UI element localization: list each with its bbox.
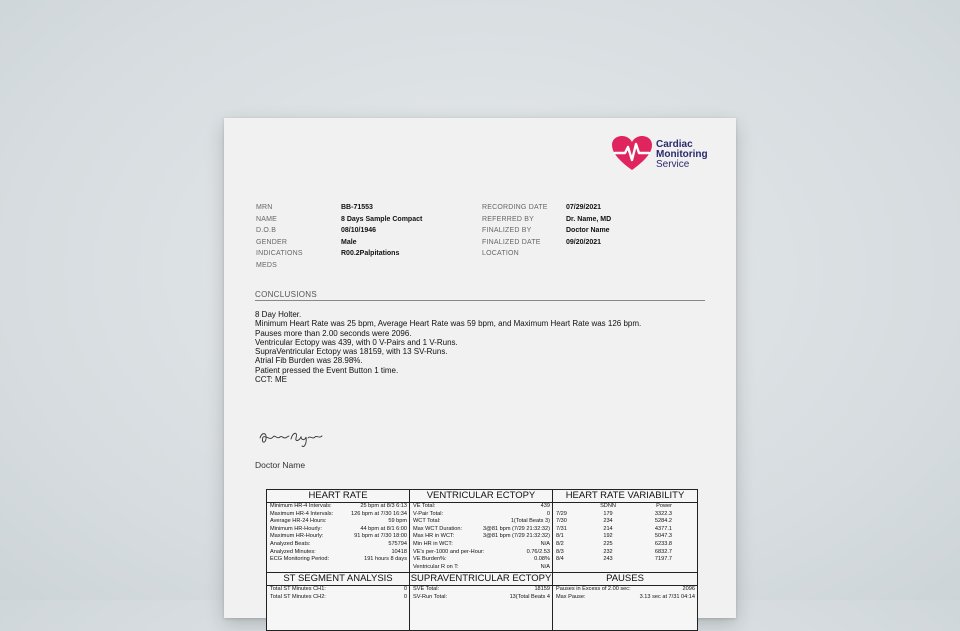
stat-row [410,526,552,534]
hrv-row [553,549,697,557]
info-value: Dr. Name, MD [566,215,612,223]
info-label: FINALIZED BY [482,227,532,234]
info-row-gender [256,237,422,249]
info-value: 07/29/2021 [566,204,602,211]
stat-row [267,526,409,534]
hrv-row [553,526,697,534]
hrv-row [553,511,697,519]
hrv-date: 8/1 [556,533,564,540]
stat-row [267,518,409,526]
pauses-title: PAUSES [553,573,697,586]
stat-row [410,594,552,602]
stat-row [553,586,697,594]
info-value: 8 Days Sample Compact [341,215,423,223]
patient-info-left [256,202,422,271]
info-label: RECORDING DATE [482,204,548,211]
info-value: 09/20/2021 [566,238,602,246]
hrv-power: 6233.8 [654,540,672,547]
hrv-power: 5284.2 [654,518,672,525]
stat-label: Maximum HR-4 Intervals: [270,510,334,517]
supraventricular-ectopy-title: SUPRAVENTRICULAR ECTOPY [410,573,552,584]
ventricular-ectopy-title: VENTRICULAR ECTOPY [410,490,552,503]
conclusions-divider [255,300,705,301]
stat-label: Minimum HR-Hourly: [270,525,322,532]
info-row-finalized-by [482,225,611,237]
hrv-row [553,533,697,541]
heart-rate-section [267,490,410,572]
info-row-finalized-date [482,237,611,249]
stat-value: 3.13 sec at 7/31 04:14 [639,593,695,600]
hrv-title: HEART RATE VARIABILITY [553,490,697,503]
info-label: MRN [256,204,273,211]
stat-value: 10418 [391,548,407,555]
hrv-header-row [553,503,697,511]
stat-value: N/A [540,563,550,570]
stat-label: Analyzed Minutes: [270,548,316,555]
stat-value: 0.76/2.53 [526,548,550,555]
stat-value: 3@81 bpm (7/29 21:32:32) [483,533,550,540]
stat-label: Max Pause: [556,593,586,600]
stat-row [553,594,697,602]
hrv-date: 7/30 [556,518,567,525]
conclusion-line: CCT: ME [255,375,287,385]
stat-row [410,503,552,511]
conclusion-line: 8 Day Holter. [255,310,302,319]
report-page [224,118,736,618]
info-label: REFERRED BY [482,215,534,223]
logo-line-1: Cardiac [656,139,693,150]
stat-row [267,586,409,594]
hrv-sdnn: 234 [603,518,613,525]
info-row-recording-date [482,202,611,214]
stat-value: 3@81 bpm (7/29 21:32:32) [483,525,550,532]
hrv-header: SDNN [600,503,616,509]
stat-value: 18159 [534,586,550,592]
hrv-sdnn: 232 [603,548,613,555]
stat-value: 91 bpm at 7/30 18:00 [354,533,407,540]
hrv-power: 3322.3 [654,510,672,517]
patient-info-right [482,202,611,260]
hrv-date: 8/2 [556,540,564,547]
stat-value: 1(Total Beats 3) [510,518,550,525]
stats-table [266,489,698,631]
conclusion-line: Patient pressed the Event Button 1 time. [255,365,399,375]
conclusion-line: Minimum Heart Rate was 25 bpm, Average Heart Rate was 59 bpm, and Maximum Heart Rate was 126 bpm. [255,319,642,329]
info-row-meds [256,260,422,272]
hrv-date: 8/4 [556,556,564,563]
stat-label: Ventricular R on T: [413,563,459,570]
stat-row [267,511,409,519]
hrv-section [553,490,697,572]
cardiac-monitoring-logo [612,136,722,176]
stat-label: SVE Total: [413,586,440,592]
info-label: NAME [256,215,278,223]
info-row-name [256,214,422,226]
stat-value: 191 hours 8 days [364,556,407,563]
stat-value: 44 bpm at 8/1 6:00 [360,525,407,532]
stat-value: 0.08% [534,556,550,563]
stat-label: Analyzed Beats: [270,540,311,547]
conclusions-title: CONCLUSIONS [255,290,317,299]
logo-line-3: Service [656,159,690,170]
stat-label: WCT Total: [413,518,441,525]
stat-value: 25 bpm at 8/3 6:13 [360,503,407,509]
info-row-dob [256,225,422,237]
hrv-date: 7/31 [556,525,567,532]
stat-value: N/A [540,540,550,547]
hrv-header [556,503,588,511]
stat-label: VE Total: [413,503,436,509]
info-value: Male [341,238,357,246]
hrv-sdnn: 243 [603,556,613,563]
stat-row [267,503,409,511]
stat-label: SV-Run Total: [413,593,448,600]
info-row-indications [256,248,422,260]
conclusion-line: Pauses more than 2.00 seconds were 2096. [255,328,412,338]
stat-row [267,541,409,549]
info-value: 08/10/1946 [341,227,377,234]
stat-row [410,541,552,549]
st-segment-title: ST SEGMENT ANALYSIS [267,573,409,586]
stat-label: Minimum HR-4 Intervals: [270,503,332,509]
info-label: MEDS [256,261,278,269]
stat-value: 439 [540,503,550,509]
hrv-sdnn: 225 [603,540,613,547]
stat-value: 0 [403,586,407,592]
hrv-date: 7/29 [556,510,567,517]
conclusion-line: Atrial Fib Burden was 28.98%. [255,356,363,366]
stat-row [267,549,409,557]
stat-row [410,511,552,519]
stat-label: VE Burden%: [413,556,447,563]
info-label: GENDER [256,238,288,246]
doctor-signature [258,428,324,455]
hrv-power: 4377.1 [654,525,672,532]
logo-line-2: Monitoring [656,149,708,160]
stat-label: Maximum HR-Hourly: [270,533,324,540]
heart-rate-title: HEART RATE [267,490,409,503]
hrv-power: 7197.7 [654,556,672,563]
hrv-sdnn: 214 [603,525,613,532]
hrv-date: 8/3 [556,548,564,555]
stat-value: 59 bpm [388,518,407,525]
hrv-power: 5047.3 [654,533,672,540]
stat-row [410,556,552,564]
st-segment-section [267,572,410,631]
hrv-sdnn: 179 [603,510,613,517]
stat-label: Total ST Minutes CH2: [270,593,326,600]
stat-label: ECG Monitoring Period: [270,556,330,563]
info-label: LOCATION [482,250,519,257]
stat-label: Pauses in Excess of 2.00 sec: [556,586,631,592]
stat-row [410,549,552,557]
hrv-row [553,541,697,549]
stat-value: 2096 [682,586,695,592]
info-label: D.O.B [256,227,277,234]
hrv-row [553,518,697,526]
stat-label: V-Pair Total: [413,510,444,517]
stat-row [410,533,552,541]
conclusion-line: Ventricular Ectopy was 439, with 0 V-Pairs and 1 V-Runs. [255,337,458,347]
stat-row [410,518,552,526]
stat-label: Total ST Minutes CH1: [270,586,326,592]
pauses-section [553,572,697,631]
info-row-mrn [256,202,422,214]
stat-label: Min HR in WCT: [413,540,453,547]
stat-value: 575794 [388,540,407,547]
info-value: Doctor Name [566,227,610,234]
stat-value: 0 [546,510,550,517]
stat-row [267,556,409,564]
stat-value: 0 [403,593,407,600]
info-value: BB-71553 [341,204,373,211]
info-row-location [482,248,611,260]
logo-text [656,140,708,170]
hrv-header: Power [656,503,672,509]
stat-label: VE's per-1000 and per-Hour: [413,548,485,555]
info-value: R00.2Palpitations [341,250,400,257]
ventricular-ectopy-section [410,490,553,572]
signature-scribble [258,428,324,450]
conclusions-text [255,310,641,384]
doctor-name: Doctor Name [255,460,306,470]
info-label: INDICATIONS [256,250,303,257]
conclusion-line: SupraVentricular Ectopy was 18159, with 13 SV-Runs. [255,347,448,357]
supraventricular-ectopy-section [410,572,553,631]
stat-row [267,594,409,602]
stat-row [267,533,409,541]
stat-label: Max HR in WCT: [413,533,455,540]
stat-label: Max WCT Duration: [413,525,463,532]
heart-pulse-icon [612,136,652,172]
stat-row [410,586,552,594]
info-row-referred-by [482,214,611,226]
hrv-power: 6832.7 [654,548,672,555]
stat-label: Average HR-24 Hours: [270,518,327,525]
info-label: FINALIZED DATE [482,238,541,246]
hrv-sdnn: 192 [603,533,613,540]
hrv-row [553,556,697,564]
stat-value: 13(Total Beats 4 [509,593,550,600]
stat-row [410,564,552,572]
stat-value: 126 bpm at 7/30 16:34 [351,510,407,517]
